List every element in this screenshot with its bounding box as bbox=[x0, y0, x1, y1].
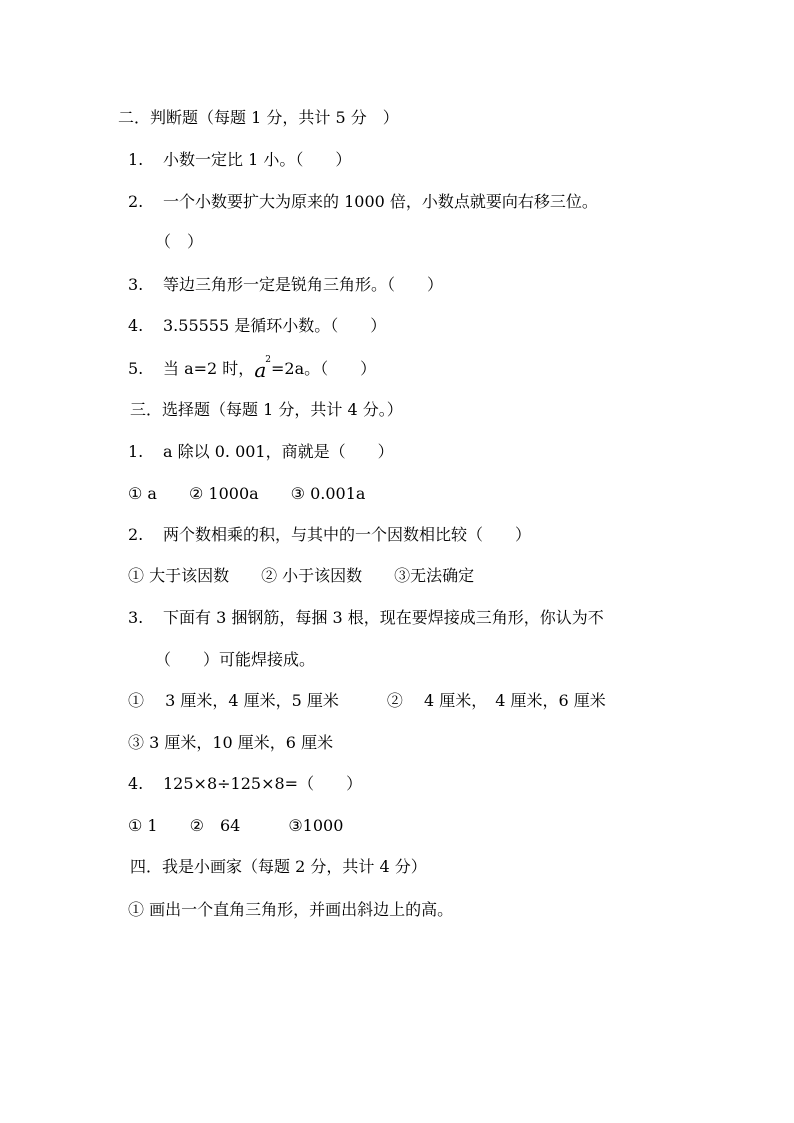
question-3-3-options-2: ③ 3 厘米，10 厘米，6 厘米 bbox=[128, 733, 334, 752]
question-text: a 除以 0. 001，商就是（ ） bbox=[163, 442, 394, 461]
section-2-title: 二．判断题（每题 1 分，共计 5 分 ） bbox=[118, 108, 399, 127]
question-3-3-options: ① 3 厘米，4 厘米，5 厘米 ② 4 厘米， 4 厘米，6 厘米 bbox=[128, 691, 606, 710]
question-text-pre: 当 a=2 时， bbox=[163, 359, 255, 378]
question-2-5 bbox=[128, 357, 376, 382]
math-exponent: 2 bbox=[265, 355, 271, 365]
question-4-1: ① 画出一个直角三角形，并画出斜边上的高。 bbox=[128, 900, 454, 919]
question-number: 4. bbox=[128, 316, 144, 335]
question-number: 4. bbox=[128, 774, 144, 793]
question-2-2-continuation: （ ） bbox=[155, 232, 204, 251]
question-text: 3.55555 是循环小数。（ ） bbox=[163, 316, 387, 335]
question-number: 2. bbox=[128, 525, 144, 544]
question-text: 两个数相乘的积，与其中的一个因数相比较（ ） bbox=[163, 525, 532, 544]
question-3-1 bbox=[128, 442, 394, 462]
question-number: 1. bbox=[128, 150, 144, 169]
question-3-3 bbox=[128, 608, 604, 628]
question-2-1 bbox=[128, 150, 351, 170]
question-2-3 bbox=[128, 275, 443, 295]
question-text: 一个小数要扩大为原来的 1000 倍，小数点就要向右移三位。 bbox=[163, 192, 598, 211]
question-number: 5. bbox=[128, 359, 144, 378]
question-number: 3. bbox=[128, 275, 144, 294]
question-number: 3. bbox=[128, 608, 144, 627]
question-text-post: =2a。（ ） bbox=[270, 359, 377, 378]
section-4-title: 四．我是小画家（每题 2 分，共计 4 分） bbox=[130, 857, 427, 876]
question-text: 125×8÷125×8=（ ） bbox=[163, 774, 363, 793]
section-3-title: 三．选择题（每题 1 分，共计 4 分。） bbox=[130, 400, 403, 419]
question-3-4 bbox=[128, 774, 362, 794]
question-2-4 bbox=[128, 316, 386, 336]
question-text: 等边三角形一定是锐角三角形。（ ） bbox=[163, 275, 444, 294]
question-number: 1. bbox=[128, 442, 144, 461]
math-variable-a: a bbox=[254, 358, 267, 382]
question-2-2 bbox=[128, 192, 598, 212]
question-3-2 bbox=[128, 525, 531, 545]
question-3-3-continuation: （ ）可能焊接成。 bbox=[155, 650, 316, 669]
question-3-1-options: ① a ② 1000a ③ 0.001a bbox=[128, 484, 366, 503]
question-3-4-options: ① 1 ② 64 ③1000 bbox=[128, 816, 344, 835]
question-3-2-options: ① 大于该因数 ② 小于该因数 ③无法确定 bbox=[128, 566, 475, 585]
question-text: 小数一定比 1 小。（ ） bbox=[163, 150, 352, 169]
question-number: 2. bbox=[128, 192, 144, 211]
question-text: 下面有 3 捆钢筋，每捆 3 根，现在要焊接成三角形，你认为不 bbox=[163, 608, 604, 627]
